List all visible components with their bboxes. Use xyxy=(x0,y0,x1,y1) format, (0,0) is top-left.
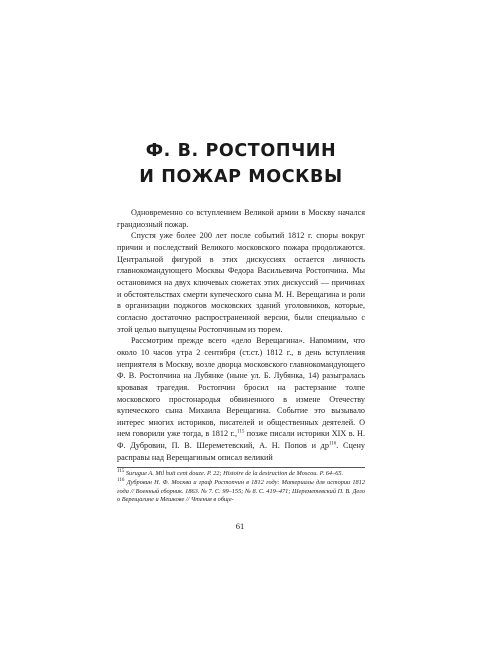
paragraph-1: Одновременно со вступлением Великой армии в Москву начался грандиозный пожар. xyxy=(117,208,365,229)
footnote-116 xyxy=(117,479,365,505)
chapter-title xyxy=(117,138,365,190)
footnote-115 xyxy=(117,470,365,479)
page-number: 61 xyxy=(235,521,245,531)
chapter-title-line-2: И ПОЖАР МОСКВЫ xyxy=(139,167,343,187)
paragraph-3-part-3: . Сцену расправы над Верещагиным описал великий xyxy=(117,441,365,462)
chapter-title-line-1: Ф. В. РОСТОПЧИН xyxy=(145,141,337,161)
footnote-text-116: Дубровин Н. Ф. Москва и граф Ростопчин в 1812 году: Материалы для истории 1812 года // Военный сборник. 1863. № 7. С. 99–155; № 8. С. 419–471; Шереметевский П. В. Дело о Верещагине и Мешкове // Чтения в обще- xyxy=(117,479,366,504)
paragraph-2: Спустя уже более 200 лет после событий 1812 г. споры вокруг причин и последствий Великого московского пожара продолжаются. Центральной фигурой в этих дискуссиях остается личность главнокомандующего Москвы Федора Васильевича Ростопчина. Мы остановимся на двух ключевых сюжетах этих дискуссий — причинах и обстоятельствах смерти купеческого сына М. Н. Верещагина и роли в организации поджогов московских зданий уголовников, которые, согласно достаточно распространенной версии, были специально с этой целью выпущены Ростопчиным из тюрем. xyxy=(117,231,365,334)
paragraph-3-part-2: позже писали историки XIX в. Н. Ф. Дубровин, П. В. Шереметевский, А. Н. Попов и др xyxy=(117,429,365,451)
footnote-ref-115[interactable]: 115 xyxy=(237,429,245,435)
footnote-number-116: 116 xyxy=(117,477,125,483)
body-text xyxy=(117,207,365,463)
footnote-ref-116[interactable]: 116 xyxy=(328,441,337,447)
book-page xyxy=(117,138,365,505)
footnote-text-115: Surugue A. Mil huit cent douze. P. 22; Histoire de la destruction de Moscou. P. 64–65. xyxy=(125,470,344,478)
paragraph-3-part-1: Рассмотрим прежде всего «дело Верещагина». Напомним, что около 10 часов утра 2 сентября (ст.ст.) 1812 г., в день вступления неприятеля в Москву, возле дворца московского главнокомандующего Ф. В. Ростопчина на Лубянке (ныне ул. Б. Лубянка, 14) разыгралась кровавая трагедия. Ростопчин бросил на растерзание толпе московского простонародья обвиненного в измене Отечеству купеческого сына Михаила Верещагина. Событие это вызывало интерес многих историков, писателей и общественных деятелей. О нем говорили уже тогда, в 1812 г., xyxy=(117,336,365,439)
footnote-number-115: 115 xyxy=(117,469,125,475)
footnotes xyxy=(117,467,365,504)
paragraph-3 xyxy=(117,335,365,463)
